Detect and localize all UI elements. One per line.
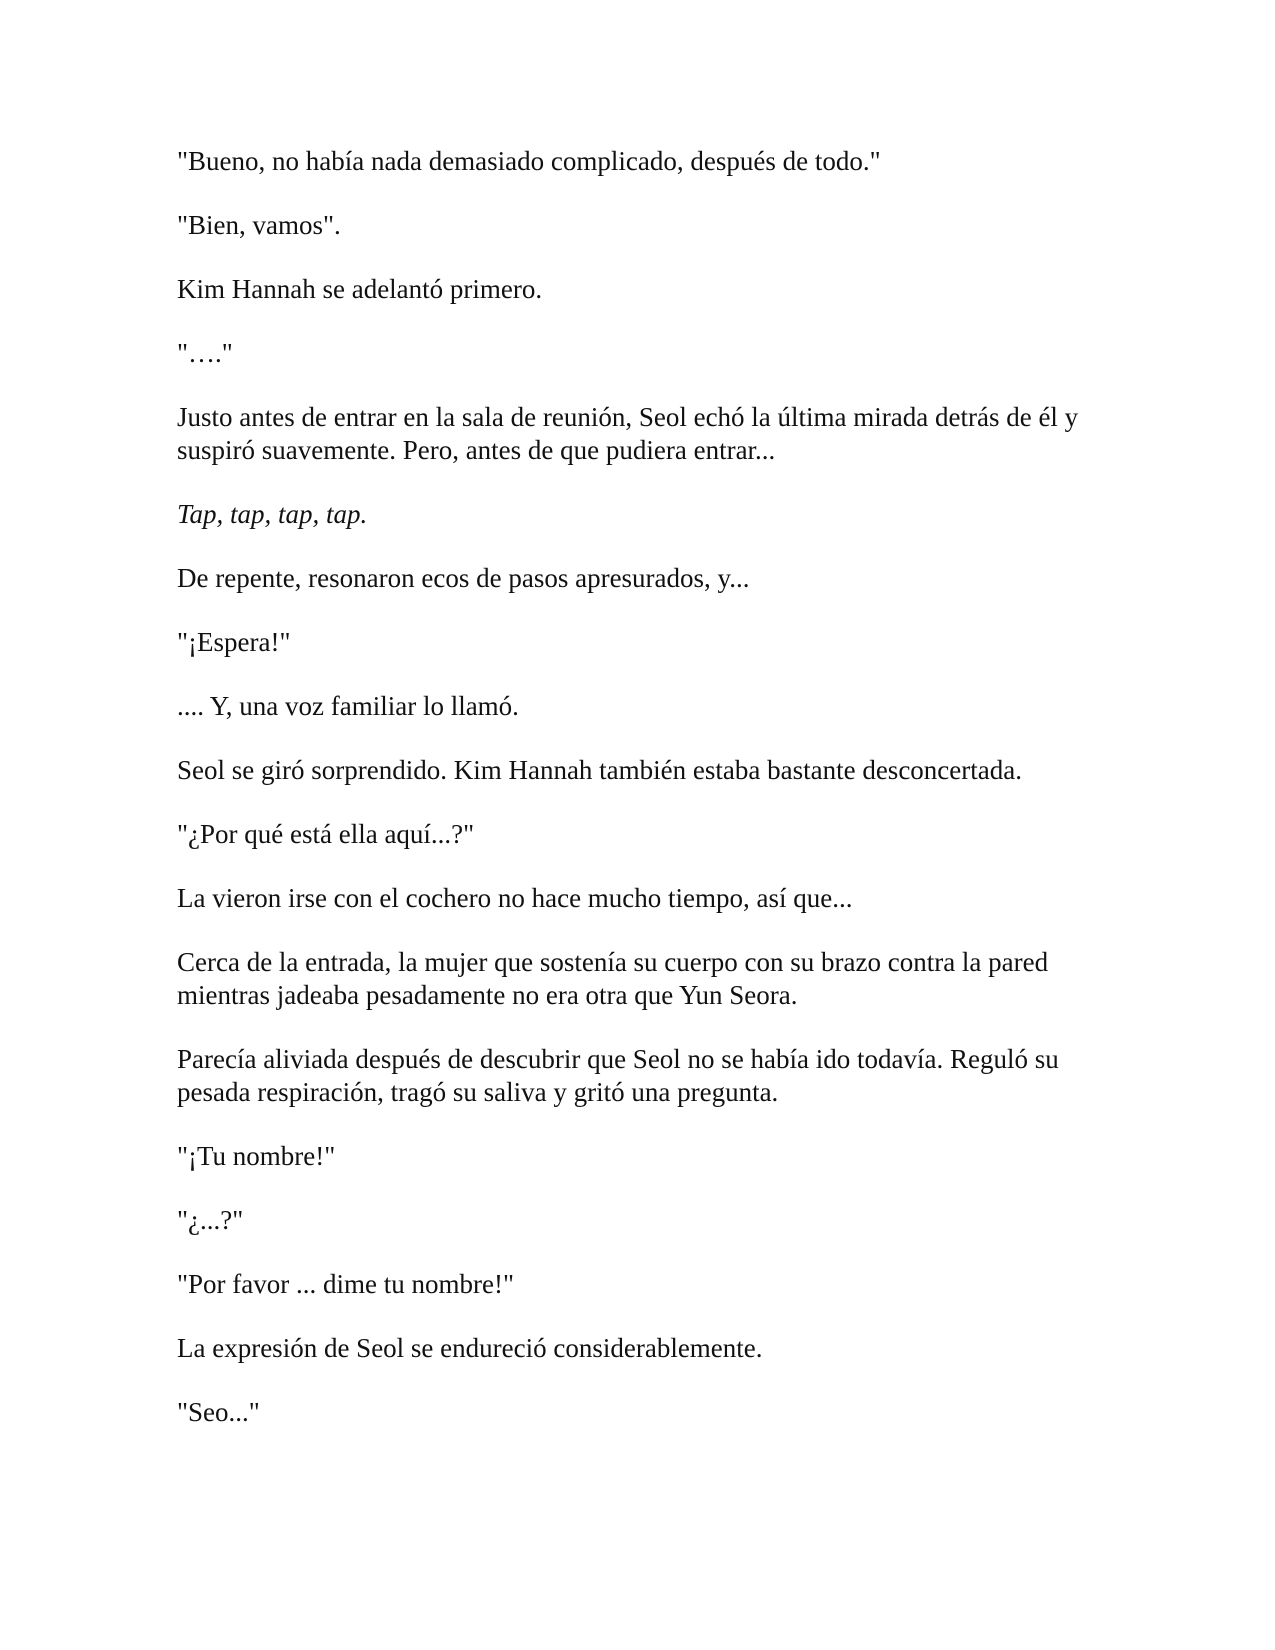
paragraph: "Seo..." [177,1397,260,1427]
paragraph: Parecía aliviada después de descubrir que Seol no se había ido todavía. Reguló su pesada respiración, tragó su saliva y gritó una pregunta. [177,1044,1059,1107]
paragraph: "Bien, vamos". [177,210,341,240]
paragraph: "Por favor ... dime tu nombre!" [177,1269,514,1299]
paragraph: "¡Espera!" [177,627,291,657]
document-body [177,145,1097,1460]
paragraph: Justo antes de entrar en la sala de reunión, Seol echó la última mirada detrás de él y suspiró suavemente. Pero, antes de que pudiera entrar... [177,402,1079,465]
paragraph: Tap, tap, tap, tap. [177,499,368,529]
paragraph: "¿Por qué está ella aquí...?" [177,819,475,849]
paragraph: De repente, resonaron ecos de pasos apresurados, y... [177,563,750,593]
paragraph: La expresión de Seol se endureció considerablemente. [177,1333,763,1363]
paragraph: Cerca de la entrada, la mujer que sostenía su cuerpo con su brazo contra la pared mientras jadeaba pesadamente no era otra que Yun Seora. [177,947,1049,1010]
paragraph: Kim Hannah se adelantó primero. [177,274,543,304]
paragraph: "Bueno, no había nada demasiado complicado, después de todo." [177,146,881,176]
paragraph: "¡Tu nombre!" [177,1141,336,1171]
paragraph: "…." [177,338,233,368]
paragraph: La vieron irse con el cochero no hace mucho tiempo, así que... [177,883,853,913]
paragraph: "¿...?" [177,1205,244,1235]
paragraph: Seol se giró sorprendido. Kim Hannah también estaba bastante desconcertada. [177,755,1022,785]
paragraph: .... Y, una voz familiar lo llamó. [177,691,519,721]
